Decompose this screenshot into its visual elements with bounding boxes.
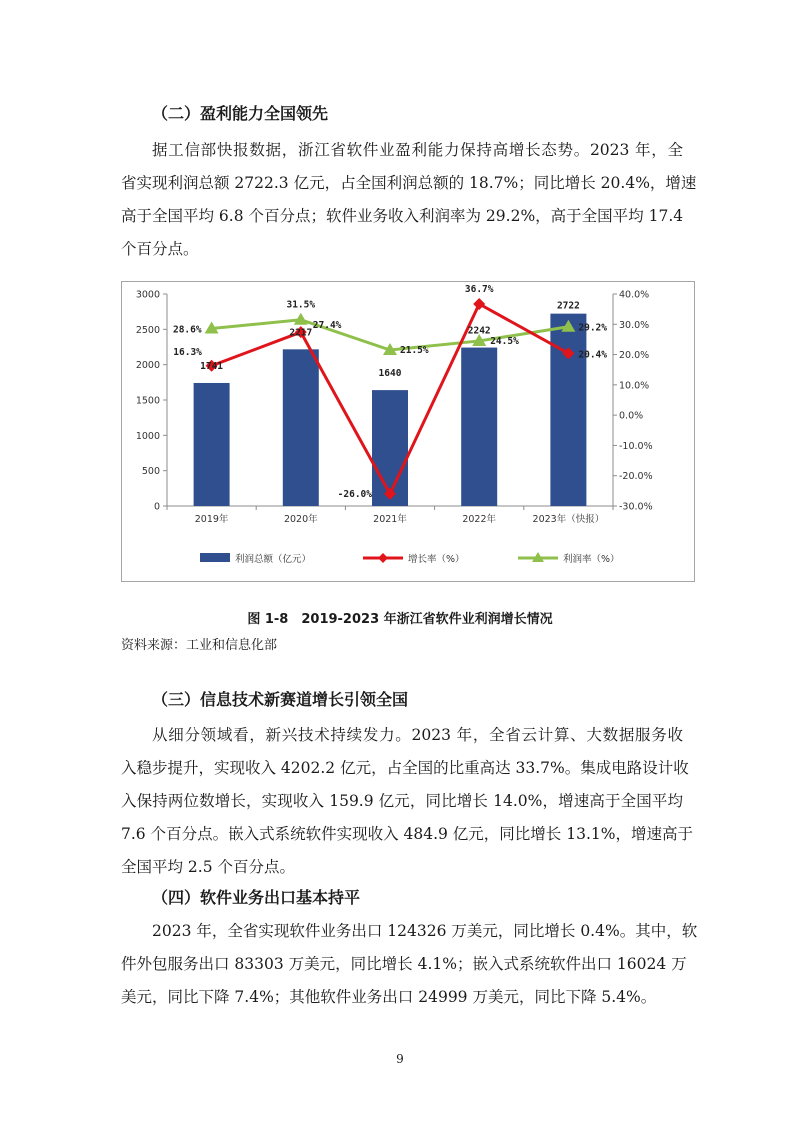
y-right-tick-label: 30.0% — [619, 319, 650, 331]
y-right-tick-label: 0.0% — [619, 410, 644, 422]
y-right-tick-label: 10.0% — [619, 380, 650, 392]
bar-profit — [461, 348, 497, 506]
x-tick-label: 2019年 — [194, 514, 229, 525]
paragraph-line: 高于全国平均 6.8 个百分点；软件业务收入利润率为 29.2%，高于全国平均 17.4 — [121, 207, 684, 225]
paragraph-line: 据工信部快报数据，浙江省软件业盈利能力保持高增长态势。2023 年，全 — [152, 141, 683, 159]
bar-data-label: 2242 — [467, 325, 491, 337]
page-number: 9 — [396, 1052, 404, 1066]
paragraph-line: 省实现利润总额 2722.3 亿元，占全国利润总额的 18.7%；同比增长 20.4%，增速 — [121, 174, 697, 192]
paragraph-line: 入保持两位数增长，实现收入 159.9 亿元，同比增长 14.0%，增速高于全国平均 — [121, 792, 683, 810]
y-right-tick-label: -20.0% — [619, 471, 653, 483]
x-tick-label: 2022年 — [462, 514, 497, 525]
y-left-tick-label: 500 — [141, 466, 160, 478]
growth-data-label: -26.0% — [337, 488, 372, 500]
legend-swatch-profit — [200, 553, 230, 562]
figure-caption: 图 1-8 2019-2023 年浙江省软件业利润增长情况 — [247, 612, 553, 627]
margin-data-label: 28.6% — [172, 324, 202, 336]
bar-profit — [283, 349, 319, 506]
margin-data-label: 24.5% — [490, 335, 519, 347]
chart-svg — [122, 282, 694, 581]
bar-profit — [194, 383, 230, 506]
y-right-tick-label: -30.0% — [619, 501, 653, 513]
growth-data-label: 16.3% — [173, 346, 202, 358]
bar-data-label: 1741 — [200, 360, 224, 372]
bar-profit — [550, 314, 586, 506]
x-tick-label: 2023年（快报） — [532, 514, 605, 525]
paragraph-line: 件外包服务出口 83303 万美元，同比增长 4.1%；嵌入式系统软件出口 16024 万 — [121, 955, 687, 973]
bar-data-label: 2217 — [289, 327, 313, 339]
growth-data-label: 36.7% — [464, 283, 494, 295]
y-left-tick-label: 2500 — [135, 324, 160, 336]
paragraph-line: 个百分点。 — [121, 240, 199, 258]
margin-data-label: 29.2% — [578, 322, 608, 334]
paragraph-export — [121, 915, 698, 1014]
section-heading-profitability: （二）盈利能力全国领先 — [152, 104, 329, 123]
legend-label-growth: 增长率（%） — [408, 554, 465, 565]
profit-growth-chart — [121, 281, 695, 582]
figure-source: 资料来源：工业和信息化部 — [121, 638, 278, 653]
y-left-tick-label: 1000 — [135, 430, 160, 442]
paragraph-line: 2023 年，全省实现软件业务出口 124326 万美元，同比增长 0.4%。其中，软 — [152, 922, 698, 940]
y-right-tick-label: 40.0% — [619, 289, 650, 301]
legend-marker-growth — [378, 553, 388, 563]
paragraph-line: 入稳步提升，实现收入 4202.2 亿元，占全国的比重高达 33.7%。集成电路设计收 — [121, 759, 689, 777]
paragraph-line: 从细分领域看，新兴技术持续发力。2023 年，全省云计算、大数据服务收 — [152, 726, 683, 744]
y-left-tick-label: 3000 — [135, 289, 160, 301]
paragraph-profitability — [121, 134, 697, 266]
growth-data-label: 27.4% — [312, 320, 342, 332]
section-heading-export: （四）软件业务出口基本持平 — [152, 888, 361, 907]
y-right-tick-label: 20.0% — [619, 350, 650, 362]
y-left-tick-label: 0 — [153, 501, 160, 513]
section-heading-new-tech: （三）信息技术新赛道增长引领全国 — [152, 690, 409, 709]
x-tick-label: 2021年 — [373, 514, 407, 525]
growth-data-label: 20.4% — [578, 349, 608, 361]
point-growth — [473, 298, 485, 310]
legend-label-margin: 利润率（%） — [563, 554, 620, 565]
y-left-tick-label: 2000 — [135, 360, 160, 372]
paragraph-line: 7.6 个百分点。嵌入式系统软件实现收入 484.9 亿元，同比增长 13.1%，增速高于 — [121, 825, 693, 843]
margin-data-label: 21.5% — [400, 345, 429, 357]
bar-data-label: 1640 — [378, 368, 402, 380]
y-left-tick-label: 1500 — [135, 395, 160, 407]
x-tick-label: 2020年 — [283, 514, 318, 525]
paragraph-line: 美元，同比下降 7.4%；其他软件业务出口 24999 万美元，同比下降 5.4%。 — [121, 988, 657, 1006]
margin-data-label: 31.5% — [286, 299, 316, 311]
bar-data-label: 2722 — [556, 300, 580, 312]
legend-label-profit: 利润总额（亿元） — [235, 554, 312, 565]
paragraph-new-tech — [121, 719, 693, 884]
y-right-tick-label: -10.0% — [619, 440, 653, 452]
paragraph-line: 全国平均 2.5 个百分点。 — [121, 858, 296, 876]
